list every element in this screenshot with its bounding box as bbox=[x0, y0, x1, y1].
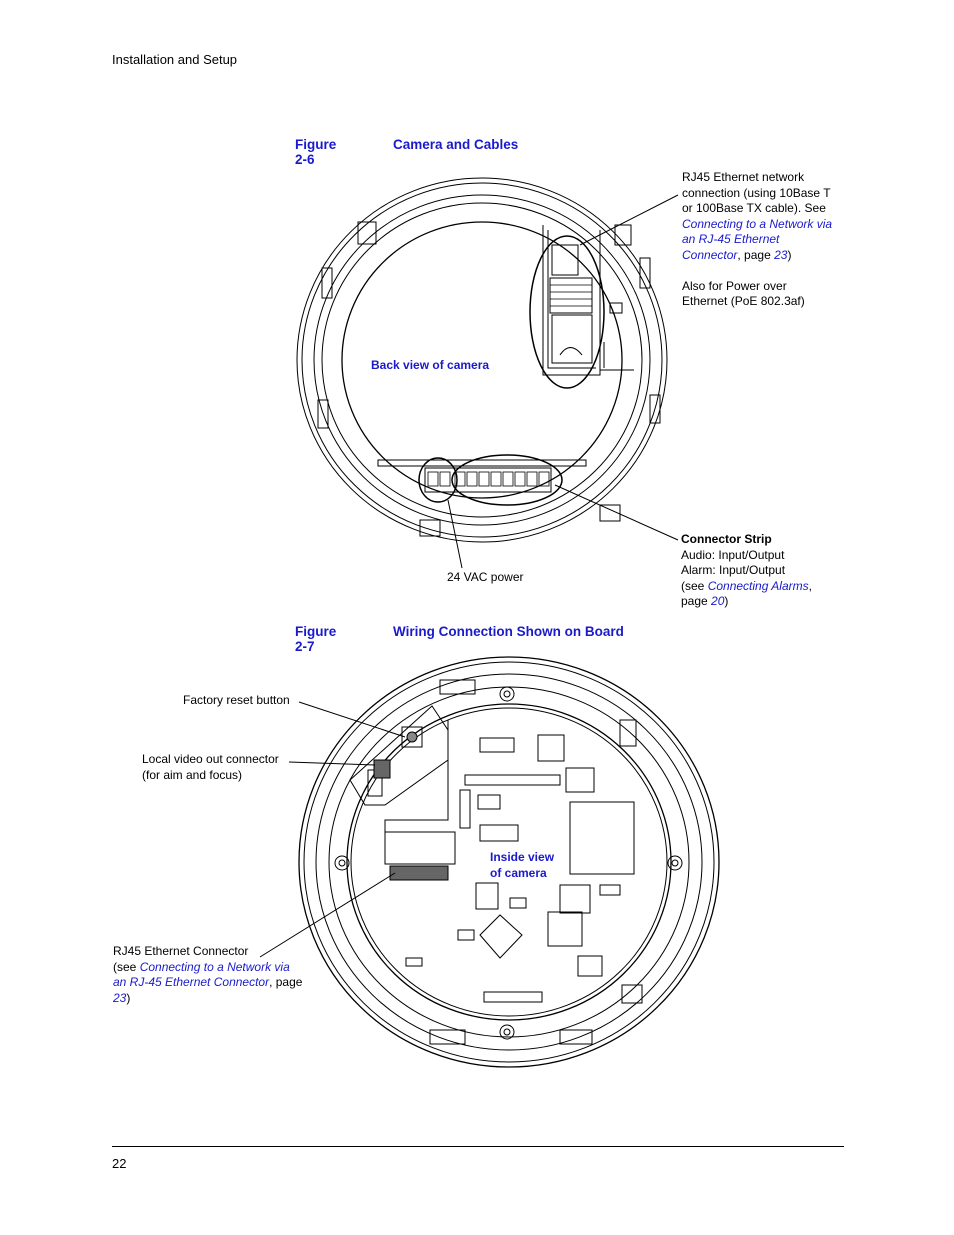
figure-title: Wiring Connection Shown on Board bbox=[393, 624, 624, 639]
inside-view-label bbox=[490, 849, 554, 881]
page-text: , page bbox=[269, 975, 303, 990]
connector-strip-title: Connector Strip bbox=[681, 532, 772, 546]
page-prefix: page bbox=[681, 594, 712, 609]
alarms-link[interactable]: Connecting Alarms bbox=[707, 578, 809, 593]
page-number: 22 bbox=[112, 1156, 127, 1171]
local-video-label bbox=[142, 752, 279, 783]
label-line: Inside view bbox=[490, 850, 555, 864]
see-prefix: (see bbox=[681, 578, 708, 593]
note-line: RJ45 Ethernet Connector bbox=[113, 944, 249, 958]
figure-title: Camera and Cables bbox=[393, 137, 519, 152]
footer-rule bbox=[112, 1146, 844, 1147]
close-paren: ) bbox=[787, 247, 792, 262]
close-paren: ) bbox=[724, 594, 729, 609]
note-line: Alarm: Input/Output bbox=[681, 563, 786, 578]
rj45-connector-note bbox=[113, 944, 313, 1006]
running-header: Installation and Setup bbox=[112, 52, 238, 67]
network-link[interactable]: Connecting to a Network via bbox=[682, 216, 833, 231]
label-line: of camera bbox=[490, 866, 547, 880]
note-line: Audio: Input/Output bbox=[681, 547, 785, 562]
note-line: RJ45 Ethernet network bbox=[682, 170, 805, 184]
note-line: Local video out connector bbox=[142, 752, 279, 766]
page-link[interactable]: 23 bbox=[774, 247, 788, 262]
page-link[interactable]: 23 bbox=[113, 990, 127, 1005]
network-link[interactable]: an RJ-45 Ethernet bbox=[682, 232, 780, 247]
page-text: , page bbox=[737, 247, 775, 262]
network-link[interactable]: an RJ-45 Ethernet Connector bbox=[113, 975, 270, 990]
factory-reset-label: Factory reset button bbox=[183, 693, 290, 707]
note-line: (for aim and focus) bbox=[142, 767, 243, 782]
note-line: Also for Power over bbox=[682, 278, 787, 293]
back-view-label: Back view of camera bbox=[371, 358, 490, 372]
page-link[interactable]: 20 bbox=[711, 594, 725, 609]
note-line: Ethernet (PoE 802.3af) bbox=[682, 294, 805, 309]
see-prefix: (see bbox=[113, 959, 140, 974]
vac-power-label: 24 VAC power bbox=[447, 570, 524, 584]
note-line: connection (using 10Base T bbox=[682, 185, 831, 200]
close-paren: ) bbox=[126, 990, 131, 1005]
network-link[interactable]: Connector bbox=[682, 247, 738, 262]
comma: , bbox=[808, 578, 812, 593]
figure-number: Figure 2-6 bbox=[295, 137, 337, 167]
network-link[interactable]: Connecting to a Network via bbox=[139, 959, 290, 974]
figure-number: Figure 2-7 bbox=[295, 624, 337, 654]
note-line: or 100Base TX cable). See bbox=[682, 201, 826, 216]
